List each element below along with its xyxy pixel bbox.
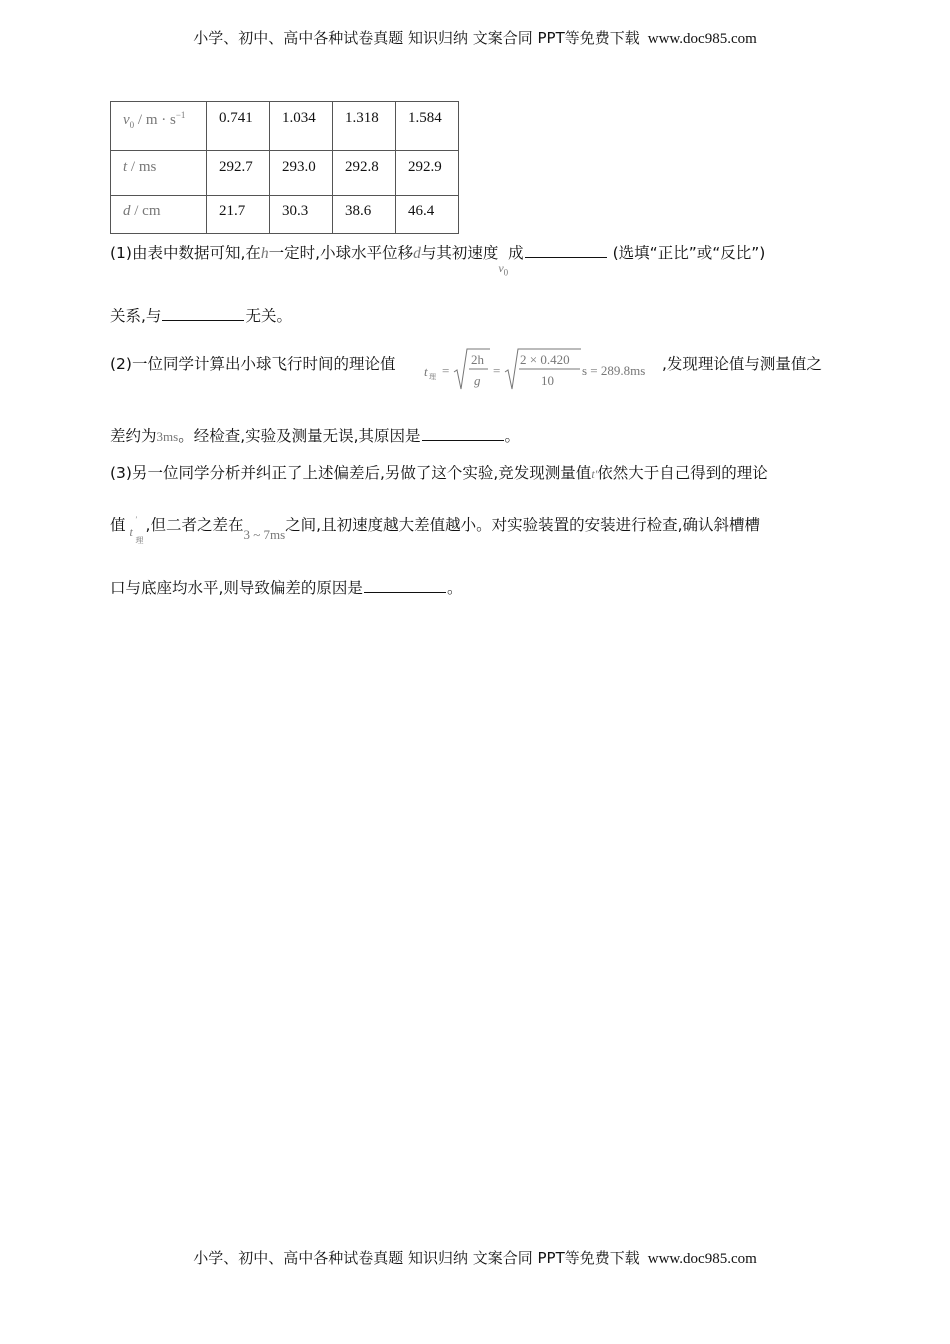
fraction-1-den: g bbox=[474, 373, 481, 388]
header-text: 小学、初中、高中各种试卷真题 知识归纳 文案合同 PPT等免费下载 bbox=[193, 29, 640, 47]
answer-blank-1b[interactable] bbox=[162, 306, 244, 321]
table-cell: 0.741 bbox=[207, 102, 270, 151]
table-cell: 1.034 bbox=[270, 102, 333, 151]
table-cell: 1.584 bbox=[396, 102, 459, 151]
row-label-t: t / ms bbox=[111, 151, 207, 196]
data-table bbox=[110, 101, 459, 234]
fraction-2-num: 2 × 0.420 bbox=[520, 352, 570, 367]
row-label-v0: $v_0 / m \cdot s^{-1}$ bbox=[111, 102, 207, 151]
footer-url[interactable]: www.doc985.com bbox=[647, 1251, 757, 1267]
answer-blank-2[interactable] bbox=[422, 426, 504, 441]
question-3-line-3: 口与底座均水平,则导致偏差的原因是 。 bbox=[110, 579, 463, 597]
table-cell: 30.3 bbox=[270, 196, 333, 234]
answer-blank-1a[interactable] bbox=[525, 243, 607, 258]
answer-blank-3[interactable] bbox=[364, 578, 446, 593]
question-1-line-2: 关系,与 无关。 bbox=[110, 307, 292, 325]
formula-t: t bbox=[424, 364, 428, 379]
header-banner bbox=[0, 27, 950, 48]
table-row bbox=[111, 102, 459, 151]
table-row bbox=[111, 196, 459, 234]
table-row bbox=[111, 151, 459, 196]
formula-result: s = 289.8ms bbox=[582, 363, 646, 378]
footer-text: 小学、初中、高中各种试卷真题 知识归纳 文案合同 PPT等免费下载 bbox=[193, 1249, 640, 1267]
fraction-2-den: 10 bbox=[541, 373, 554, 388]
question-2-line-1: (2)一位同学计算出小球飞行时间的理论值 bbox=[110, 355, 396, 373]
svg-text:=: = bbox=[493, 363, 501, 378]
fraction-1-num: 2h bbox=[471, 352, 484, 367]
theory-time-formula bbox=[424, 346, 669, 401]
question-3-line-2: 值 ′ t 理 ,但二者之差在$_{3 \sim 7ms}$之间,且初速度越大差值越小。对实验装置的安装进行检查,确认斜槽槽 bbox=[110, 515, 761, 545]
question-2-line-2: 差约为3ms。经检查,实验及测量无误,其原因是 。 bbox=[110, 427, 521, 445]
question-2-line-1-tail: ,发现理论值与测量值之 bbox=[662, 355, 822, 373]
var-v0: $v_0$ bbox=[498, 261, 509, 278]
row-label-d: d / cm bbox=[111, 196, 207, 234]
question-3-line-1: (3)另一位同学分析并纠正了上述偏差后,另做了这个实验,竞发现测量值t′依然大于自己得到的理论 bbox=[110, 464, 768, 482]
table-cell: 38.6 bbox=[333, 196, 396, 234]
var-t-theory: ′ t 理 bbox=[129, 515, 144, 545]
formula-t-sub: 理 bbox=[429, 373, 436, 381]
table-cell: 293.0 bbox=[270, 151, 333, 196]
question-1-line-1: (1)由表中数据可知,在h一定时,小球水平位移d与其初速度$v_0$成 (选填“正比”或“反比”) bbox=[110, 244, 766, 278]
table-cell: 21.7 bbox=[207, 196, 270, 234]
table-cell: 292.7 bbox=[207, 151, 270, 196]
table-cell: 292.9 bbox=[396, 151, 459, 196]
table-cell: 1.318 bbox=[333, 102, 396, 151]
svg-text:=: = bbox=[442, 363, 450, 378]
table-cell: 292.8 bbox=[333, 151, 396, 196]
table-cell: 46.4 bbox=[396, 196, 459, 234]
footer-banner bbox=[0, 1247, 950, 1268]
header-url[interactable]: www.doc985.com bbox=[647, 31, 757, 47]
